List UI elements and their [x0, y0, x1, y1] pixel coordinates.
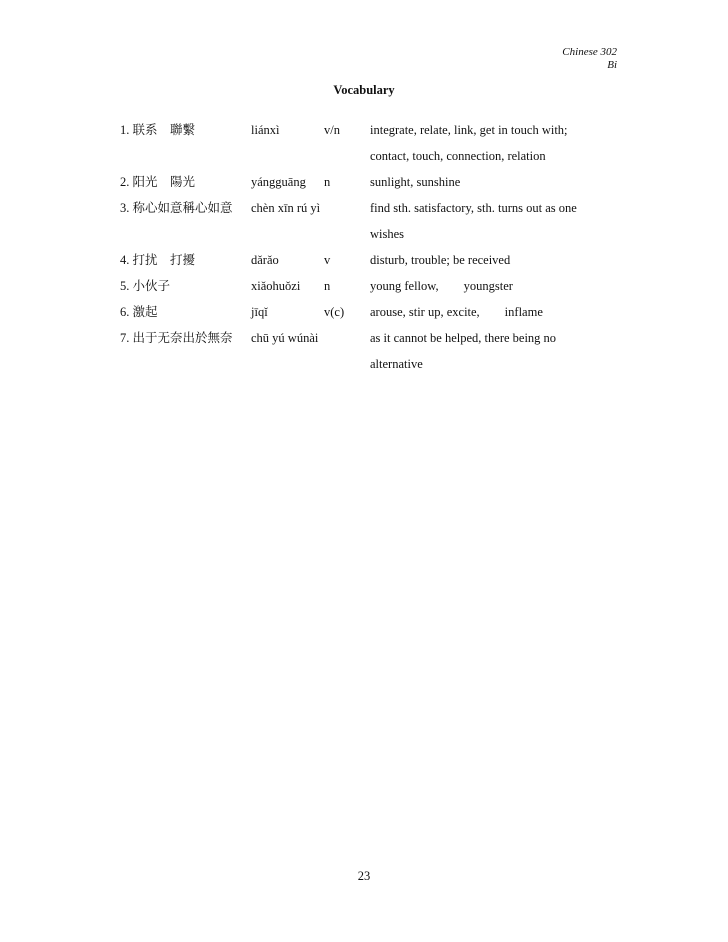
entry-hanzi: 3. 称心如意稱心如意: [120, 201, 233, 215]
definition-line: sunlight, sunshine: [370, 175, 461, 189]
definition-line: as it cannot be helped, there being no: [370, 331, 557, 345]
entry-definition: [370, 169, 460, 195]
entry-pinyin: chèn xīn rú yì: [251, 201, 321, 215]
definition-line: wishes: [370, 227, 405, 241]
vocabulary-list: [120, 117, 620, 377]
definition-line: young fellow, youngster: [370, 279, 513, 293]
definition-line: integrate, relate, link, get in touch with;: [370, 123, 568, 137]
entry-hanzi: 4. 打扰 打擾: [120, 253, 196, 267]
entry-part-of-speech: n: [324, 279, 331, 293]
entry-part-of-speech: v/n: [324, 123, 340, 137]
entry-pinyin: chū yú wúnài: [251, 331, 319, 345]
vocab-entry: [120, 247, 620, 273]
entry-hanzi: 2. 阳光 陽光: [120, 175, 196, 189]
vocab-entry: [120, 195, 620, 247]
entry-part-of-speech: v: [324, 253, 331, 267]
entry-pinyin: xiǎohuǒzi: [251, 279, 301, 293]
entry-definition: [370, 299, 543, 325]
entry-pinyin: liánxì: [251, 123, 280, 137]
entry-hanzi: 7. 出于无奈出於無奈: [120, 331, 233, 345]
page-number: 23: [357, 869, 371, 883]
author-header: Bi: [607, 59, 617, 71]
vocab-entry: [120, 273, 620, 299]
definition-line: alternative: [370, 357, 423, 371]
entry-hanzi: 5. 小伙子: [120, 279, 171, 293]
vocab-entry: [120, 117, 620, 169]
entry-definition: [370, 247, 510, 273]
entry-definition: [370, 117, 568, 169]
vocab-entry: [120, 325, 620, 377]
vocab-entry: [120, 299, 620, 325]
entry-definition: [370, 325, 556, 377]
entry-hanzi: 1. 联系 聯繫: [120, 123, 196, 137]
vocab-entry: [120, 169, 620, 195]
course-header: Chinese 302: [562, 46, 617, 58]
entry-pinyin: dǎrǎo: [251, 253, 279, 267]
entry-definition: [370, 195, 577, 247]
entry-part-of-speech: n: [324, 175, 331, 189]
definition-line: disturb, trouble; be received: [370, 253, 511, 267]
entry-pinyin: yángguāng: [251, 175, 306, 189]
entry-pinyin: jīqǐ: [251, 305, 268, 319]
page-title: Vocabulary: [333, 83, 395, 97]
definition-line: contact, touch, connection, relation: [370, 149, 546, 163]
definition-line: find sth. satisfactory, sth. turns out as one: [370, 201, 577, 215]
entry-part-of-speech: v(c): [324, 305, 345, 319]
definition-line: arouse, stir up, excite, inflame: [370, 305, 543, 319]
entry-hanzi: 6. 激起: [120, 305, 158, 319]
entry-definition: [370, 273, 513, 299]
